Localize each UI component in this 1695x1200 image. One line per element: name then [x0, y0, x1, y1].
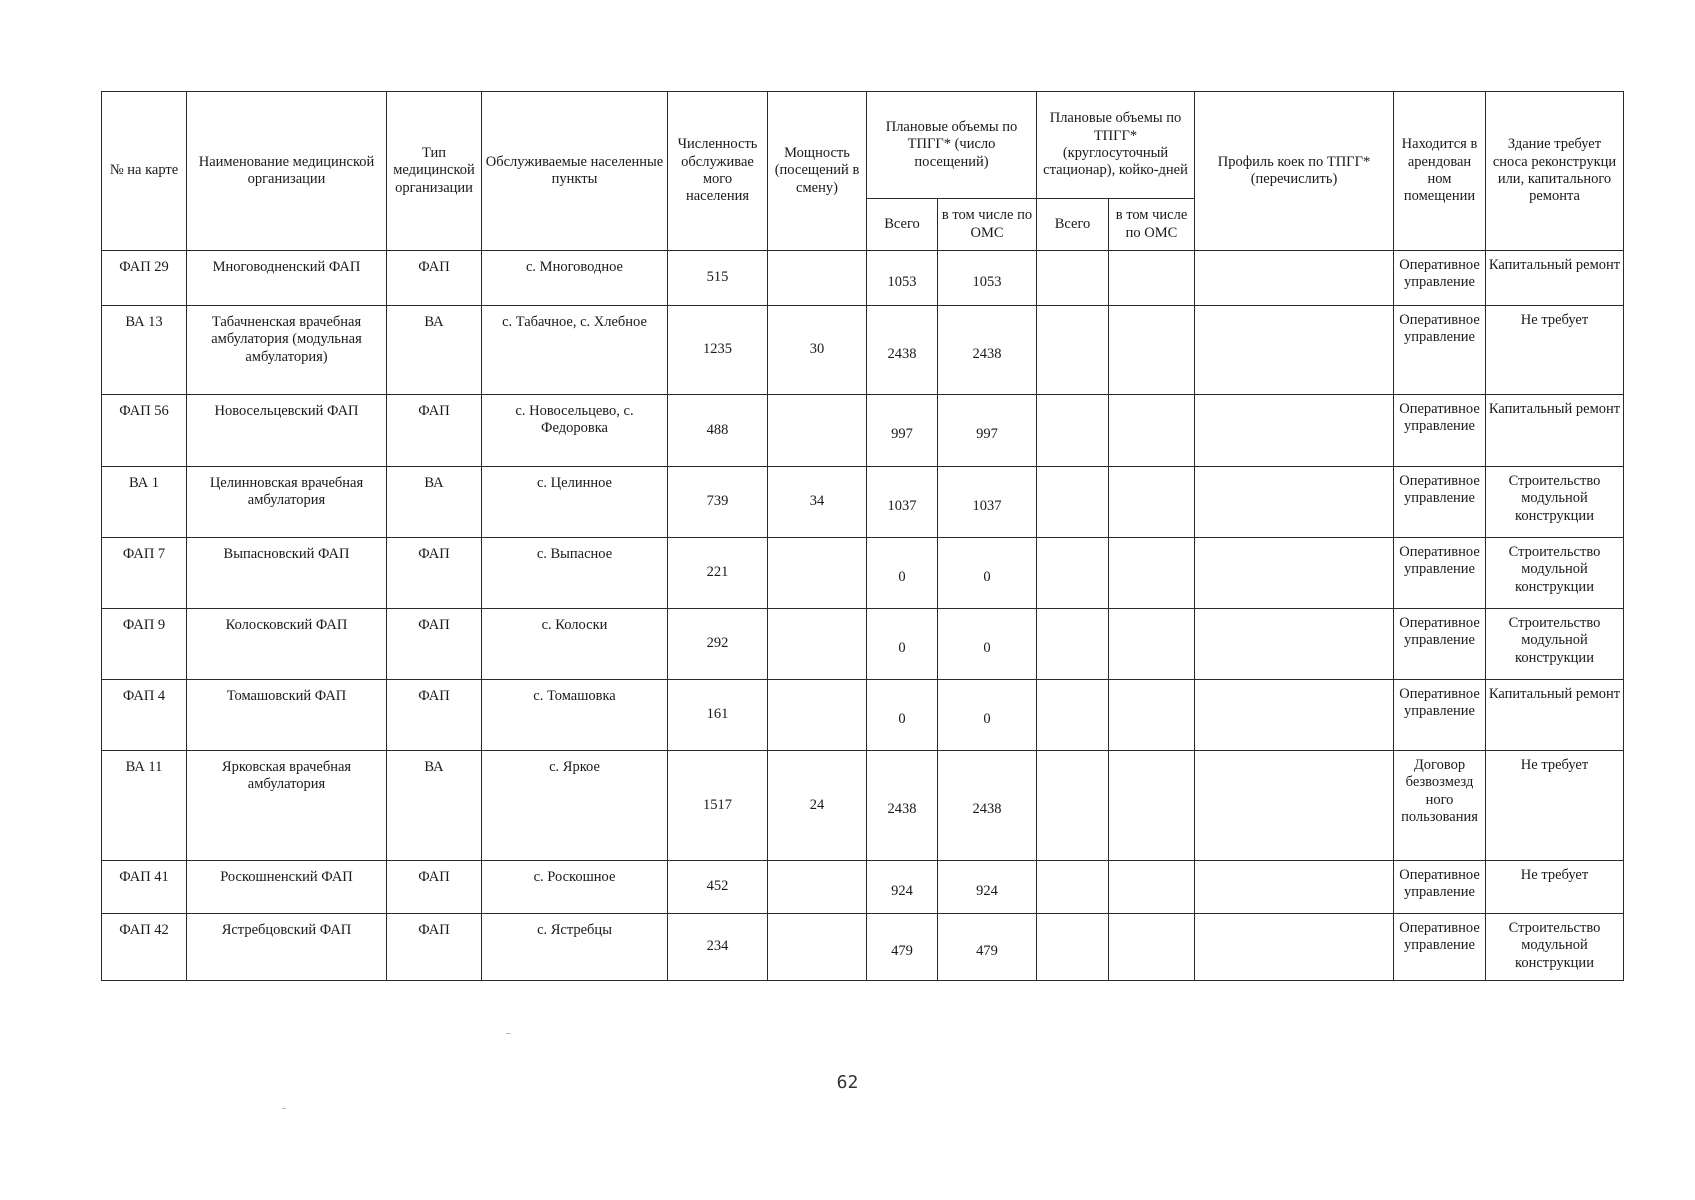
cell-name: Табачненская врачебная амбулатория (модульная амбулатория) [187, 306, 387, 395]
cell-type: ФАП [387, 914, 482, 981]
cell-settlements: с. Яркое [482, 751, 668, 861]
header-visits-group: Плановые объемы по ТПГГ* (число посещений) [867, 92, 1037, 199]
cell-visits-total: 1053 [867, 251, 938, 306]
cell-rented: Оперативное управление [1394, 609, 1486, 680]
cell-visits-total: 997 [867, 395, 938, 467]
cell-beds [1195, 467, 1394, 538]
header-population: Численность обслуживае мого населения [668, 92, 768, 251]
table-row [102, 467, 1624, 538]
cell-visits-total: 1037 [867, 467, 938, 538]
table-row [102, 538, 1624, 609]
cell-population: 488 [668, 395, 768, 467]
table-row [102, 395, 1624, 467]
cell-population: 1235 [668, 306, 768, 395]
cell-hosp-oms [1109, 306, 1195, 395]
cell-hosp-oms [1109, 467, 1195, 538]
cell-hosp-oms [1109, 395, 1195, 467]
cell-num: ФАП 7 [102, 538, 187, 609]
cell-name: Колосковский ФАП [187, 609, 387, 680]
cell-name: Роскошненский ФАП [187, 861, 387, 914]
cell-rented: Оперативное управление [1394, 914, 1486, 981]
header-capacity: Мощность (посещений в смену) [768, 92, 867, 251]
scan-speck [282, 1108, 286, 1109]
cell-capacity [768, 609, 867, 680]
cell-name: Новосельцевский ФАП [187, 395, 387, 467]
cell-hosp-oms [1109, 914, 1195, 981]
table-row [102, 914, 1624, 981]
cell-settlements: с. Роскошное [482, 861, 668, 914]
cell-hosp-total [1037, 306, 1109, 395]
cell-rented: Оперативное управление [1394, 306, 1486, 395]
cell-hosp-oms [1109, 251, 1195, 306]
cell-settlements: с. Многоводное [482, 251, 668, 306]
header-settlements: Обслуживаемые населенные пункты [482, 92, 668, 251]
cell-population: 515 [668, 251, 768, 306]
cell-hosp-oms [1109, 751, 1195, 861]
cell-hosp-total [1037, 680, 1109, 751]
cell-hosp-total [1037, 251, 1109, 306]
cell-settlements: с. Табачное, с. Хлебное [482, 306, 668, 395]
cell-population: 234 [668, 914, 768, 981]
cell-population: 221 [668, 538, 768, 609]
cell-hosp-total [1037, 751, 1109, 861]
cell-visits-oms: 0 [938, 680, 1037, 751]
cell-visits-oms: 0 [938, 538, 1037, 609]
header-rented: Находится в арендован ном помещении [1394, 92, 1486, 251]
cell-settlements: с. Новосельцево, с. Федоровка [482, 395, 668, 467]
cell-settlements: с. Целинное [482, 467, 668, 538]
cell-visits-oms: 479 [938, 914, 1037, 981]
cell-num: ФАП 4 [102, 680, 187, 751]
header-beds-profile: Профиль коек по ТПГГ* (перечислить) [1195, 92, 1394, 251]
cell-population: 161 [668, 680, 768, 751]
cell-type: ВА [387, 467, 482, 538]
cell-visits-oms: 1037 [938, 467, 1037, 538]
cell-building: Капитальный ремонт [1486, 251, 1624, 306]
header-num: № на карте [102, 92, 187, 251]
table-row [102, 680, 1624, 751]
cell-beds [1195, 914, 1394, 981]
cell-num: ВА 13 [102, 306, 187, 395]
cell-capacity: 34 [768, 467, 867, 538]
table-row [102, 251, 1624, 306]
cell-name: Томашовский ФАП [187, 680, 387, 751]
cell-settlements: с. Колоски [482, 609, 668, 680]
header-hosp-oms: в том числе по ОМС [1109, 199, 1195, 251]
cell-visits-oms: 924 [938, 861, 1037, 914]
cell-beds [1195, 680, 1394, 751]
cell-hosp-oms [1109, 861, 1195, 914]
header-name: Наименование медицинской организации [187, 92, 387, 251]
cell-name: Ярковская врачебная амбулатория [187, 751, 387, 861]
cell-beds [1195, 306, 1394, 395]
table-row [102, 751, 1624, 861]
cell-settlements: с. Томашовка [482, 680, 668, 751]
cell-num: ВА 11 [102, 751, 187, 861]
cell-capacity [768, 538, 867, 609]
cell-population: 292 [668, 609, 768, 680]
cell-hosp-total [1037, 395, 1109, 467]
cell-num: ФАП 56 [102, 395, 187, 467]
cell-hosp-total [1037, 538, 1109, 609]
header-building: Здание требует сноса реконструкци или, капитального ремонта [1486, 92, 1624, 251]
cell-beds [1195, 395, 1394, 467]
table-row [102, 609, 1624, 680]
cell-building: Строительство модульной конструкции [1486, 609, 1624, 680]
cell-rented: Оперативное управление [1394, 251, 1486, 306]
header-hospital-group: Плановые объемы по ТПГГ* (круглосуточный стационар), койко-дней [1037, 92, 1195, 199]
cell-building: Не требует [1486, 306, 1624, 395]
cell-rented: Оперативное управление [1394, 395, 1486, 467]
cell-num: ВА 1 [102, 467, 187, 538]
cell-hosp-oms [1109, 609, 1195, 680]
cell-name: Ястребцовский ФАП [187, 914, 387, 981]
cell-num: ФАП 42 [102, 914, 187, 981]
cell-settlements: с. Ястребцы [482, 914, 668, 981]
cell-num: ФАП 29 [102, 251, 187, 306]
cell-name: Многоводненский ФАП [187, 251, 387, 306]
cell-capacity: 24 [768, 751, 867, 861]
cell-visits-total: 2438 [867, 751, 938, 861]
table-header [102, 92, 1624, 251]
cell-capacity [768, 395, 867, 467]
cell-rented: Оперативное управление [1394, 680, 1486, 751]
cell-visits-total: 924 [867, 861, 938, 914]
cell-rented: Договор безвозмезд ного пользования [1394, 751, 1486, 861]
cell-beds [1195, 609, 1394, 680]
cell-type: ФАП [387, 251, 482, 306]
header-hosp-total: Всего [1037, 199, 1109, 251]
cell-type: ФАП [387, 609, 482, 680]
cell-rented: Оперативное управление [1394, 861, 1486, 914]
scan-speck [506, 1033, 511, 1034]
cell-capacity [768, 861, 867, 914]
cell-capacity [768, 680, 867, 751]
cell-visits-oms: 2438 [938, 751, 1037, 861]
cell-type: ВА [387, 306, 482, 395]
cell-visits-oms: 997 [938, 395, 1037, 467]
cell-building: Строительство модульной конструкции [1486, 467, 1624, 538]
cell-building: Капитальный ремонт [1486, 680, 1624, 751]
medical-organizations-table [101, 91, 1624, 981]
table-body [102, 251, 1624, 981]
cell-capacity: 30 [768, 306, 867, 395]
cell-visits-total: 0 [867, 609, 938, 680]
cell-building: Не требует [1486, 861, 1624, 914]
cell-type: ФАП [387, 538, 482, 609]
cell-hosp-total [1037, 467, 1109, 538]
cell-population: 1517 [668, 751, 768, 861]
cell-hosp-oms [1109, 538, 1195, 609]
cell-type: ВА [387, 751, 482, 861]
cell-visits-oms: 0 [938, 609, 1037, 680]
cell-beds [1195, 538, 1394, 609]
cell-num: ФАП 41 [102, 861, 187, 914]
header-visits-total: Всего [867, 199, 938, 251]
cell-building: Строительство модульной конструкции [1486, 538, 1624, 609]
cell-beds [1195, 861, 1394, 914]
cell-building: Капитальный ремонт [1486, 395, 1624, 467]
cell-visits-total: 2438 [867, 306, 938, 395]
cell-name: Целинновская врачебная амбулатория [187, 467, 387, 538]
cell-type: ФАП [387, 861, 482, 914]
cell-population: 739 [668, 467, 768, 538]
cell-settlements: с. Выпасное [482, 538, 668, 609]
table-row [102, 306, 1624, 395]
cell-rented: Оперативное управление [1394, 538, 1486, 609]
cell-beds [1195, 751, 1394, 861]
cell-visits-total: 0 [867, 680, 938, 751]
cell-visits-total: 479 [867, 914, 938, 981]
page-number: 62 [836, 1072, 859, 1093]
cell-hosp-total [1037, 609, 1109, 680]
cell-rented: Оперативное управление [1394, 467, 1486, 538]
cell-type: ФАП [387, 395, 482, 467]
cell-type: ФАП [387, 680, 482, 751]
cell-visits-oms: 2438 [938, 306, 1037, 395]
cell-hosp-oms [1109, 680, 1195, 751]
cell-building: Строительство модульной конструкции [1486, 914, 1624, 981]
cell-capacity [768, 914, 867, 981]
cell-population: 452 [668, 861, 768, 914]
header-type: Тип медицинской организации [387, 92, 482, 251]
cell-hosp-total [1037, 914, 1109, 981]
cell-hosp-total [1037, 861, 1109, 914]
cell-building: Не требует [1486, 751, 1624, 861]
cell-name: Выпасновский ФАП [187, 538, 387, 609]
table-row [102, 861, 1624, 914]
cell-visits-oms: 1053 [938, 251, 1037, 306]
cell-capacity [768, 251, 867, 306]
cell-beds [1195, 251, 1394, 306]
cell-visits-total: 0 [867, 538, 938, 609]
header-visits-oms: в том числе по ОМС [938, 199, 1037, 251]
cell-num: ФАП 9 [102, 609, 187, 680]
